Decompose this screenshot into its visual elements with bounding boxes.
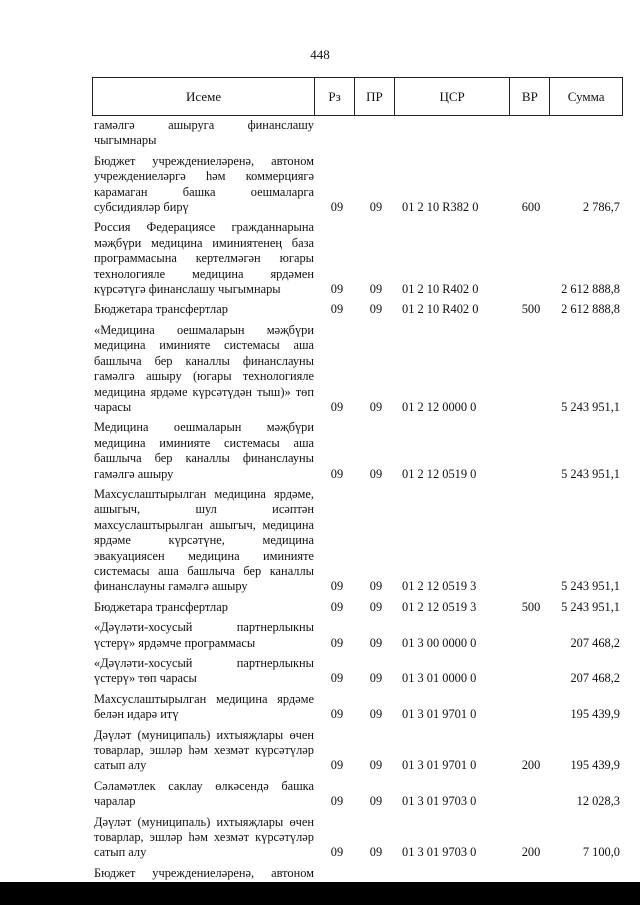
row-rz: 09 <box>330 758 344 773</box>
table-row <box>94 420 624 482</box>
row-rz: 09 <box>330 635 344 650</box>
table-row <box>94 302 624 317</box>
table-row <box>94 728 624 774</box>
table-row <box>94 779 624 810</box>
row-csr: 01 2 12 0519 3 <box>402 599 477 614</box>
row-pr: 09 <box>369 466 383 481</box>
row-name: Дәүләт (муниципаль) ихтыяҗлары өчен товарлар, эшләр һәм хезмәт күрсәтүләр сатып алу <box>94 727 314 773</box>
row-name: гамәлгә ашыруга финанслашу чыгымнары <box>94 118 314 148</box>
column-header-name: Исеме <box>186 88 222 104</box>
row-csr: 01 3 01 9701 0 <box>402 758 477 773</box>
row-csr: 01 2 12 0519 0 <box>402 466 477 481</box>
row-csr: 01 2 12 0519 3 <box>402 579 477 594</box>
row-csr: 01 2 10 R402 0 <box>402 302 479 317</box>
row-csr: 01 3 00 0000 0 <box>402 635 477 650</box>
row-rz: 09 <box>330 399 344 414</box>
row-pr: 09 <box>369 794 383 809</box>
row-rz: 09 <box>330 794 344 809</box>
table-row <box>94 692 624 723</box>
scan-bottom-border <box>0 882 640 905</box>
row-sum: 5 243 951,1 <box>561 599 620 614</box>
row-rz: 09 <box>330 845 344 860</box>
row-csr: 01 2 10 R402 0 <box>402 282 479 297</box>
row-pr: 09 <box>369 635 383 650</box>
row-name: Бюджет учреждениеләренә, автоном учреждениеләргә һәм коммерциягә карамаган башка оешмаларга субсидияләр бирү <box>94 153 314 215</box>
row-pr: 09 <box>369 671 383 686</box>
column-header-sum: Сумма <box>549 78 622 115</box>
row-pr: 09 <box>369 845 383 860</box>
row-sum: 195 439,9 <box>570 707 620 722</box>
page-number: 448 <box>310 47 330 62</box>
table-row <box>94 118 624 149</box>
row-pr: 09 <box>369 302 383 317</box>
row-pr: 09 <box>369 399 383 414</box>
row-name: Бюджет учреждениеләренә, автоном <box>94 865 314 880</box>
row-sum: 2 612 888,8 <box>561 302 620 317</box>
row-pr: 09 <box>369 579 383 594</box>
row-csr: 01 2 12 0000 0 <box>402 399 477 414</box>
row-vr: 200 <box>521 845 541 860</box>
row-name: Сәламәтлек саклау өлкәсендә башка чаралар <box>94 778 314 809</box>
row-sum: 2 612 888,8 <box>561 282 620 297</box>
column-header-csr: ЦСР <box>394 78 510 115</box>
row-name: Бюджетара трансфертлар <box>94 599 228 614</box>
row-name: Дәүләт (муниципаль) ихтыяҗлары өчен товарлар, эшләр һәм хезмәт күрсәтүләр сатып алу <box>94 814 314 860</box>
table-row <box>94 323 624 415</box>
table-row <box>94 600 624 615</box>
row-sum: 207 468,2 <box>570 671 620 686</box>
row-sum: 207 468,2 <box>570 635 620 650</box>
column-header-rz: Рз <box>314 78 354 115</box>
row-rz: 09 <box>330 579 344 594</box>
row-name: Махсуслаштырылган медицина ярдәме белән идарә итү <box>94 691 314 722</box>
row-csr: 01 2 10 R382 0 <box>402 200 479 215</box>
row-rz: 09 <box>330 671 344 686</box>
row-rz: 09 <box>330 200 344 215</box>
row-sum: 5 243 951,1 <box>561 579 620 594</box>
row-pr: 09 <box>369 200 383 215</box>
row-sum: 7 100,0 <box>582 845 620 860</box>
column-header-vr: ВР <box>509 78 549 115</box>
row-csr: 01 3 01 9703 0 <box>402 845 477 860</box>
row-name: «Медицина оешмаларын мәҗбүри медицина иминияте системасы аша башлыча бер каналлы финанслауны гамәлгә ашыру (югары технологияле медицина ярдәме күрсәтүдән тыш)» төп чарасы <box>94 322 314 414</box>
table-row <box>94 487 624 595</box>
row-pr: 09 <box>369 282 383 297</box>
row-sum: 12 028,3 <box>576 794 620 809</box>
row-csr: 01 3 01 9703 0 <box>402 794 477 809</box>
row-name: Медицина оешмаларын мәҗбүри медицина иминияте системасы аша башлыча бер каналлы финанслауны гамәлгә ашыру <box>94 420 314 481</box>
row-name: Махсуслаштырылган медицина ярдәме, ашыгыч, шул исәптән махсуслаштырылган ашыгыч, медицина ярдәме күрсәтүне, медицина эвакуациясен медицина иминияте системасы аша башлыча бер каналлы финанслауны гамәлгә ашыру <box>94 486 314 594</box>
row-pr: 09 <box>369 758 383 773</box>
row-csr: 01 3 01 9701 0 <box>402 707 477 722</box>
row-vr: 600 <box>521 200 541 215</box>
table-row <box>94 220 624 297</box>
row-vr: 500 <box>521 302 541 317</box>
row-vr: 500 <box>521 599 541 614</box>
row-pr: 09 <box>369 599 383 614</box>
table-row <box>94 620 624 651</box>
row-name: Россия Федерациясе гражданнарына мәҗбүри медицина иминиятенең база программасына кертелмәгән югары технологияле медицина ярдәмен күрсәтүгә финанслашу чыгымнары <box>94 220 314 297</box>
row-vr: 200 <box>521 758 541 773</box>
table-header <box>92 77 623 116</box>
table-row <box>94 656 624 687</box>
row-sum: 195 439,9 <box>570 758 620 773</box>
row-sum: 5 243 951,1 <box>561 399 620 414</box>
budget-table-body <box>94 118 624 902</box>
row-sum: 5 243 951,1 <box>561 466 620 481</box>
row-rz: 09 <box>330 707 344 722</box>
row-rz: 09 <box>330 599 344 614</box>
row-name: «Дәүләти-хосусый партнерлыкны үстерү» төп чарасы <box>94 656 314 686</box>
row-csr: 01 3 01 0000 0 <box>402 671 477 686</box>
table-row <box>94 154 624 216</box>
row-name: «Дәүләти-хосусый партнерлыкны үстерү» ярдәмче программасы <box>94 620 314 650</box>
row-rz: 09 <box>330 282 344 297</box>
row-name: Бюджетара трансфертлар <box>94 302 228 317</box>
row-sum: 2 786,7 <box>582 200 620 215</box>
row-rz: 09 <box>330 302 344 317</box>
row-rz: 09 <box>330 466 344 481</box>
row-pr: 09 <box>369 707 383 722</box>
column-header-pr: ПР <box>354 78 394 115</box>
table-row <box>94 815 624 861</box>
